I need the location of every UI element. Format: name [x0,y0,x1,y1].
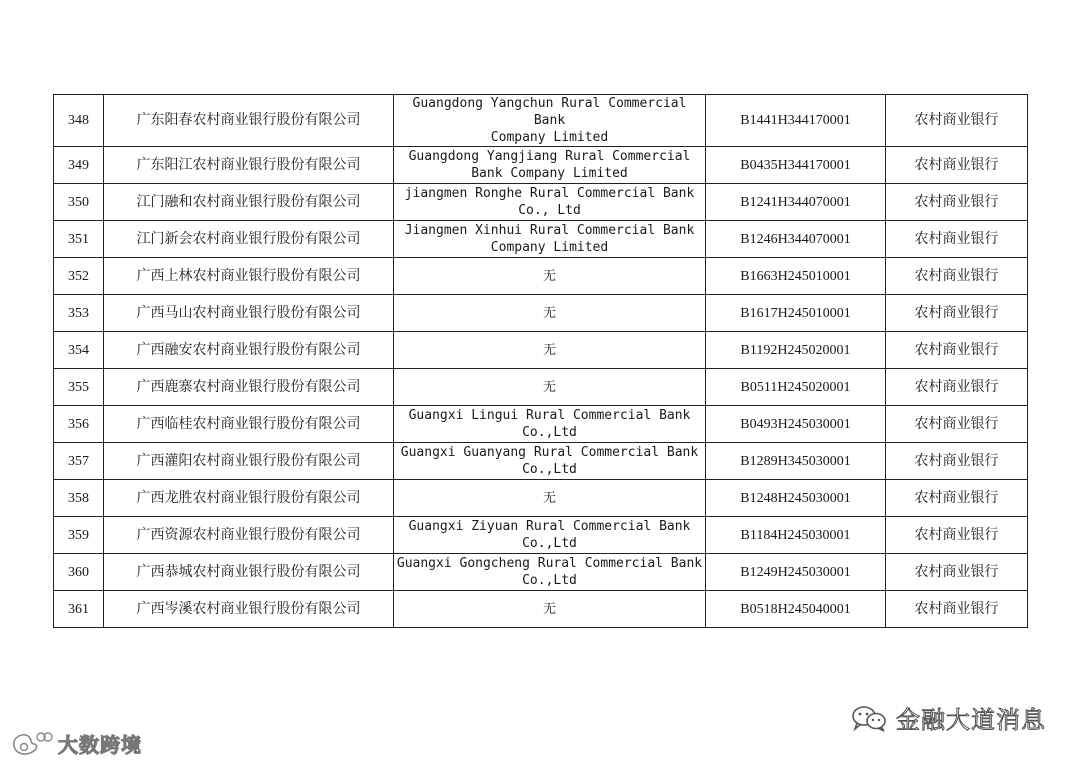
english-name-cell: Guangxi Lingui Rural Commercial Bank Co.,Ltd [394,406,706,443]
english-name-cell: Guangxi Gongcheng Rural Commercial Bank Co.,Ltd [394,554,706,591]
institution-code-cell: B0435H344170001 [706,147,886,184]
institution-type-cell: 农村商业银行 [886,369,1028,406]
institution-code-cell: B1192H245020001 [706,332,886,369]
row-number-cell: 361 [54,591,104,628]
table-row [54,480,1028,517]
institution-type-cell: 农村商业银行 [886,517,1028,554]
table-row [54,443,1028,480]
english-name-cell: Guangxi Ziyuan Rural Commercial Bank Co.,Ltd [394,517,706,554]
english-name-cell: 无 [394,480,706,517]
row-number-cell: 351 [54,221,104,258]
wechat-watermark [850,700,1046,735]
row-number-cell: 360 [54,554,104,591]
wechat-watermark-text: 金融大道消息 [896,706,1046,734]
institution-type-cell: 农村商业银行 [886,591,1028,628]
chinese-name-cell: 广西岑溪农村商业银行股份有限公司 [104,591,394,628]
institution-code-cell: B1184H245030001 [706,517,886,554]
row-number-cell: 359 [54,517,104,554]
chinese-name-cell: 广西鹿寨农村商业银行股份有限公司 [104,369,394,406]
weibo-watermark [8,728,142,758]
english-name-cell: 无 [394,591,706,628]
chinese-name-cell: 江门融和农村商业银行股份有限公司 [104,184,394,221]
row-number-cell: 349 [54,147,104,184]
institution-type-cell: 农村商业银行 [886,406,1028,443]
chinese-name-cell: 广西临桂农村商业银行股份有限公司 [104,406,394,443]
row-number-cell: 358 [54,480,104,517]
table-row [54,591,1028,628]
institution-code-cell: B1441H344170001 [706,95,886,147]
table-row [54,95,1028,147]
chinese-name-cell: 广西马山农村商业银行股份有限公司 [104,295,394,332]
institution-type-cell: 农村商业银行 [886,95,1028,147]
institution-code-cell: B1248H245030001 [706,480,886,517]
institution-code-cell: B1617H245010001 [706,295,886,332]
chinese-name-cell: 广东阳春农村商业银行股份有限公司 [104,95,394,147]
institution-type-cell: 农村商业银行 [886,480,1028,517]
chinese-name-cell: 广西恭城农村商业银行股份有限公司 [104,554,394,591]
table-row [54,221,1028,258]
wechat-icon [850,704,890,732]
row-number-cell: 352 [54,258,104,295]
institution-type-cell: 农村商业银行 [886,221,1028,258]
table-row [54,184,1028,221]
chinese-name-cell: 广西上林农村商业银行股份有限公司 [104,258,394,295]
chinese-name-cell: 广西龙胜农村商业银行股份有限公司 [104,480,394,517]
table-row [54,332,1028,369]
institution-code-cell: B1249H245030001 [706,554,886,591]
institution-code-cell: B0511H245020001 [706,369,886,406]
chinese-name-cell: 广西资源农村商业银行股份有限公司 [104,517,394,554]
institution-type-cell: 农村商业银行 [886,184,1028,221]
english-name-cell: Jiangmen Xinhui Rural Commercial Bank Company Limited [394,221,706,258]
table-row [54,517,1028,554]
institution-code-cell: B1246H344070001 [706,221,886,258]
english-name-cell: Guangxi Guanyang Rural Commercial Bank Co.,Ltd [394,443,706,480]
row-number-cell: 353 [54,295,104,332]
institution-code-cell: B1241H344070001 [706,184,886,221]
institution-type-cell: 农村商业银行 [886,554,1028,591]
row-number-cell: 348 [54,95,104,147]
institution-type-cell: 农村商业银行 [886,443,1028,480]
chinese-name-cell: 广西灌阳农村商业银行股份有限公司 [104,443,394,480]
row-number-cell: 357 [54,443,104,480]
table-row [54,406,1028,443]
english-name-cell: 无 [394,258,706,295]
institution-code-cell: B0518H245040001 [706,591,886,628]
chinese-name-cell: 江门新会农村商业银行股份有限公司 [104,221,394,258]
weibo-icon [8,728,54,758]
row-number-cell: 354 [54,332,104,369]
row-number-cell: 350 [54,184,104,221]
table-row [54,258,1028,295]
table-body [54,95,1028,628]
row-number-cell: 356 [54,406,104,443]
english-name-cell: Guangdong Yangjiang Rural Commercial Bank Company Limited [394,147,706,184]
english-name-cell: 无 [394,295,706,332]
weibo-watermark-text: 大数跨境 [58,732,142,757]
institution-code-cell: B1289H345030001 [706,443,886,480]
english-name-cell: 无 [394,369,706,406]
institution-type-cell: 农村商业银行 [886,147,1028,184]
english-name-cell: jiangmen Ronghe Rural Commercial Bank Co., Ltd [394,184,706,221]
chinese-name-cell: 广东阳江农村商业银行股份有限公司 [104,147,394,184]
institution-type-cell: 农村商业银行 [886,332,1028,369]
chinese-name-cell: 广西融安农村商业银行股份有限公司 [104,332,394,369]
institution-type-cell: 农村商业银行 [886,258,1028,295]
table-row [54,554,1028,591]
table-row [54,369,1028,406]
table-row [54,147,1028,184]
institution-code-cell: B1663H245010001 [706,258,886,295]
english-name-cell: 无 [394,332,706,369]
row-number-cell: 355 [54,369,104,406]
table-row [54,295,1028,332]
english-name-cell: Guangdong Yangchun Rural Commercial Bank Company Limited [394,95,706,147]
institution-code-cell: B0493H245030001 [706,406,886,443]
bank-list-table [53,94,1028,628]
institution-type-cell: 农村商业银行 [886,295,1028,332]
